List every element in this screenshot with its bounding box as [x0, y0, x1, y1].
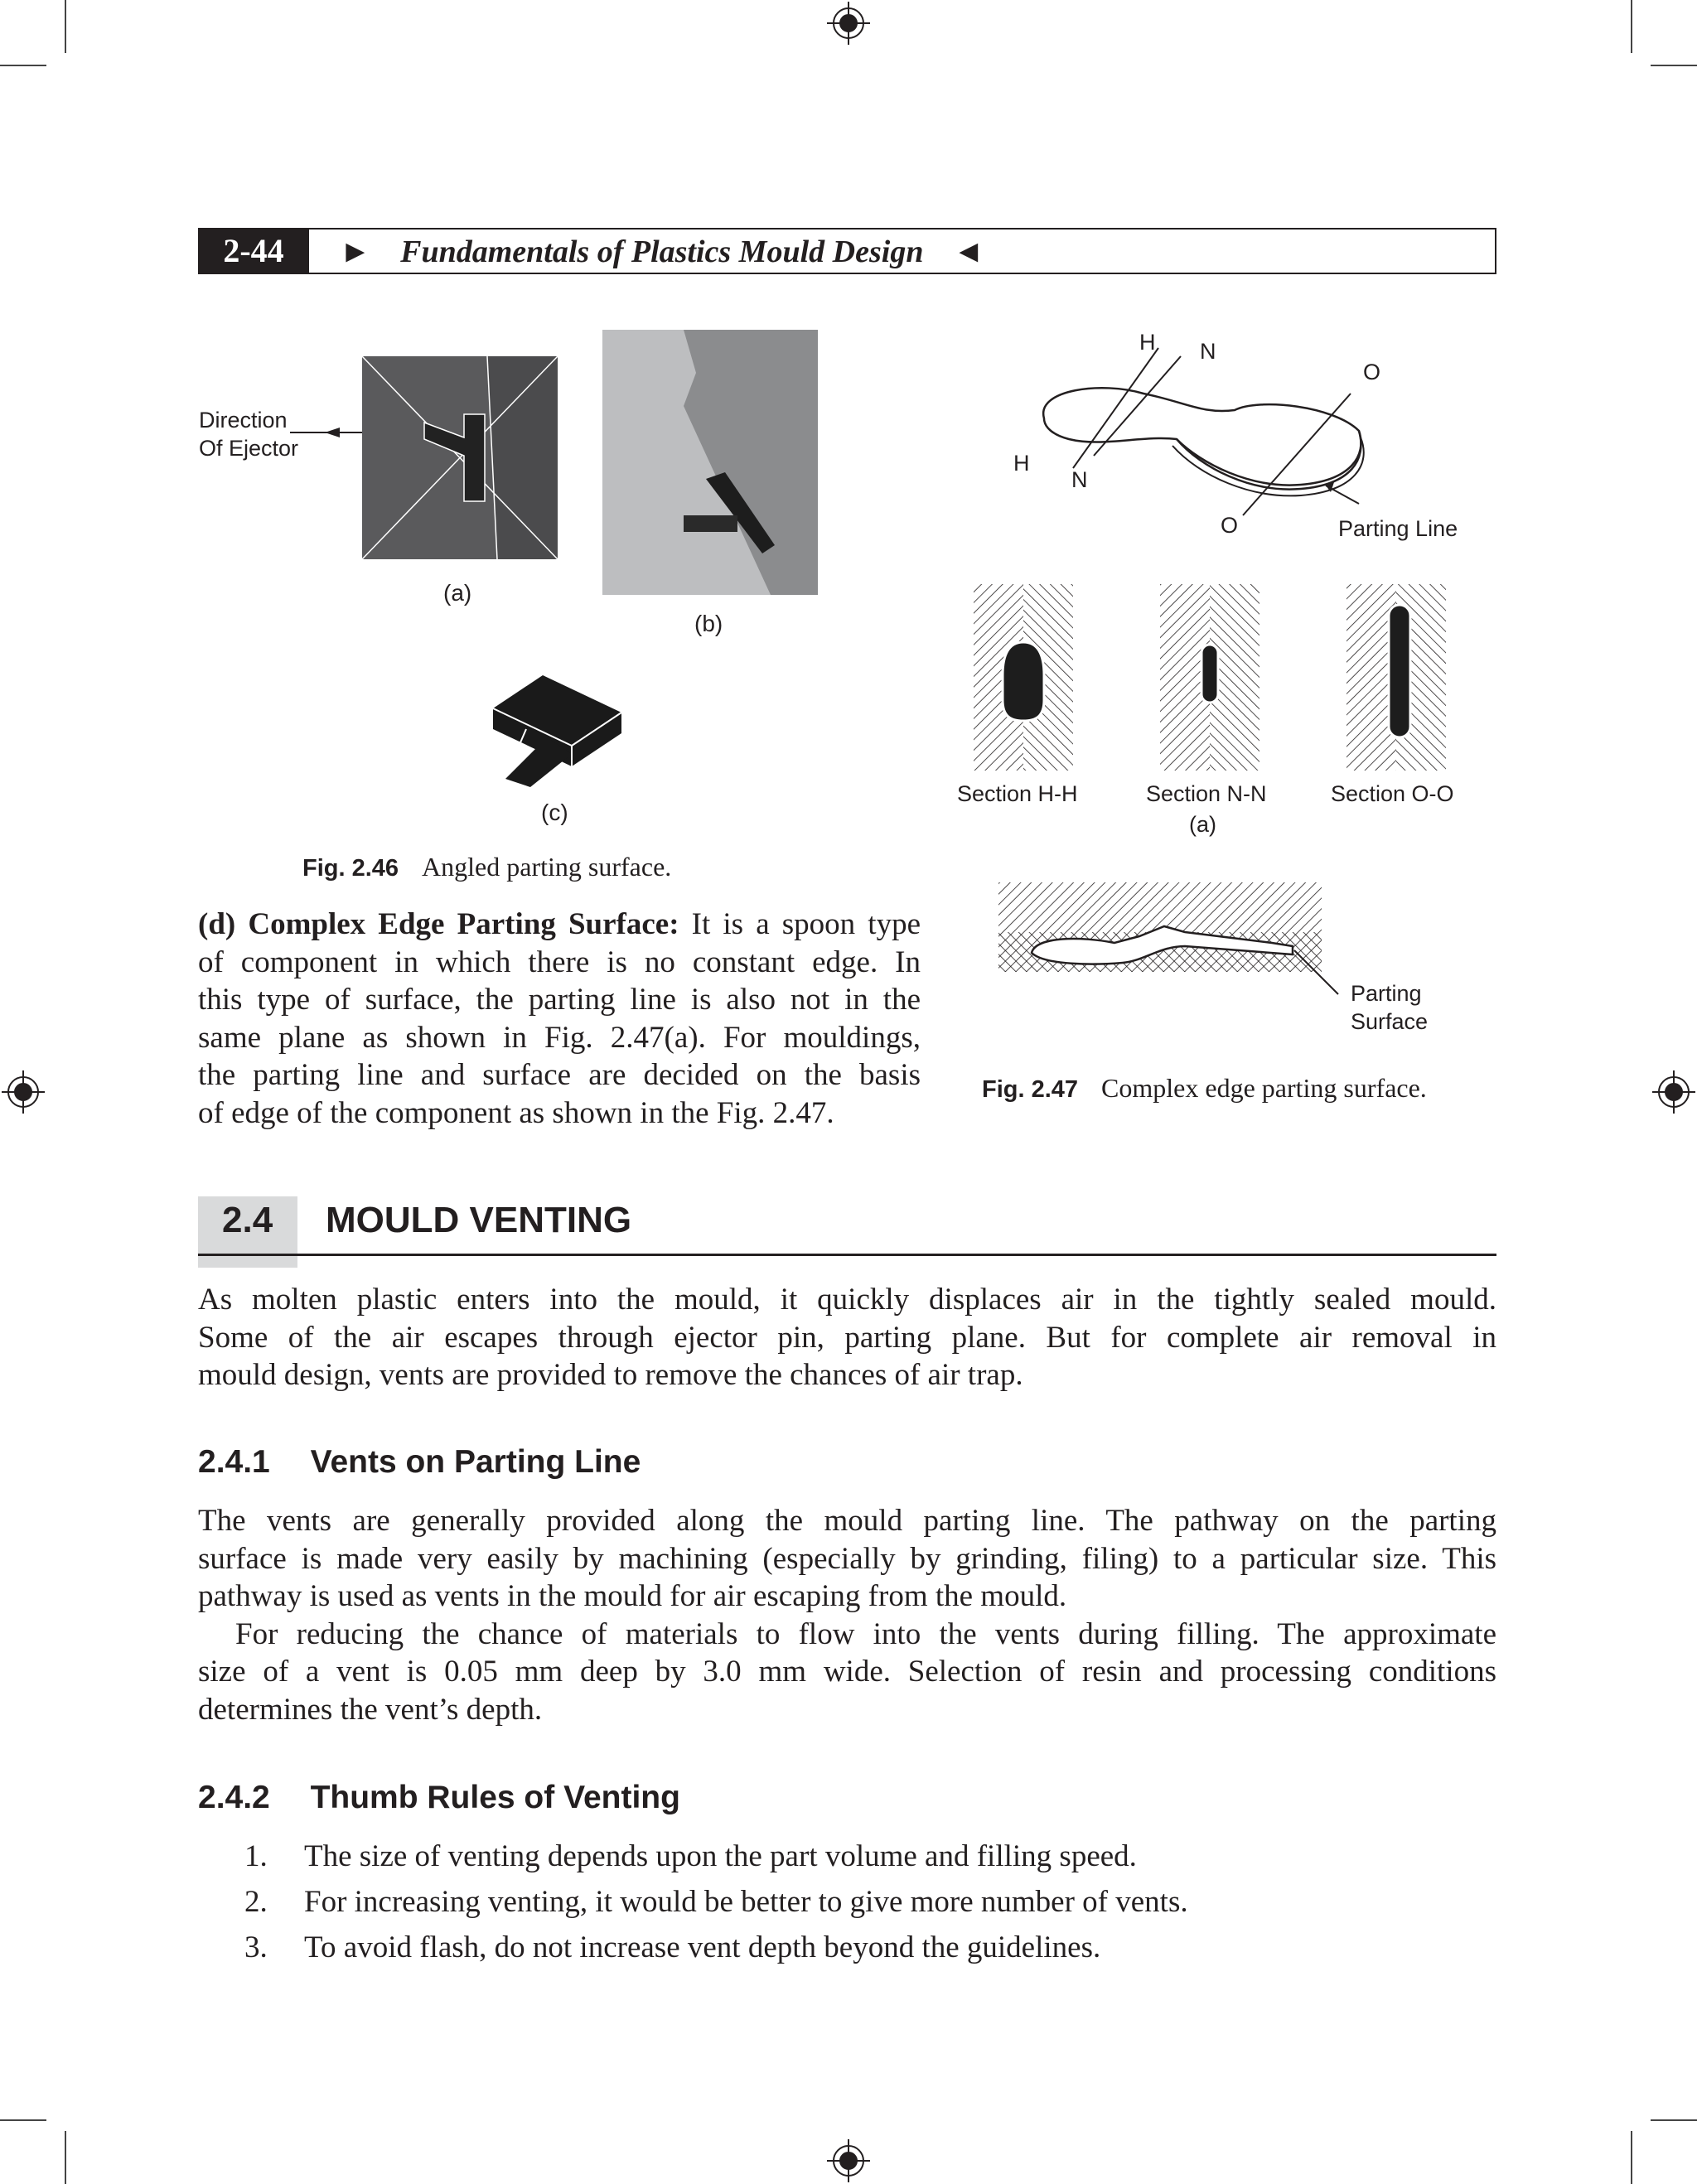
letter-n-top: N — [1200, 339, 1216, 364]
letter-h-top: H — [1139, 330, 1156, 355]
paragraph-line: Some of the air escapes through ejector pin, parting plane. But for complete air removal in — [198, 1320, 1496, 1355]
letter-o-bottom: O — [1221, 513, 1239, 538]
list-number: 1. — [244, 1839, 268, 1873]
list-number: 3. — [244, 1930, 268, 1964]
section-2-4-1-title: Vents on Parting Line — [310, 1444, 641, 1480]
page-number: 2-44 — [198, 228, 309, 274]
paragraph-line: the parting line and surface are decided on the basis — [198, 1058, 921, 1092]
section-2-4-1-number: 2.4.1 — [198, 1444, 270, 1480]
direction-label-line1: Direction — [199, 408, 288, 432]
section-nn-drawing — [1160, 584, 1259, 771]
triangle-left-icon: ◄ — [952, 234, 984, 269]
letter-n-bottom: N — [1071, 467, 1088, 492]
paragraph-line: It is a spoon type — [691, 907, 921, 941]
fig246-label-b: (b) — [694, 611, 723, 636]
section-2-4-2-number: 2.4.2 — [198, 1780, 270, 1815]
section-rule — [198, 1254, 1496, 1256]
list-item — [244, 1929, 1101, 1966]
section-nn-label: Section N-N — [1146, 781, 1267, 806]
paragraph-line: of component in which there is no constant edge. In — [198, 945, 921, 979]
section-2-4-title: MOULD VENTING — [326, 1200, 632, 1240]
paragraph-line: surface is made very easily by machining (especially by grinding, filing) to a particular size. This — [198, 1541, 1496, 1576]
parting-surface-drawing — [998, 882, 1322, 974]
fig246-label-c: (c) — [541, 800, 568, 825]
vents-parting-line-paragraph — [198, 1502, 1496, 1728]
fig246-label-a: (a) — [443, 580, 472, 606]
arrow-head-icon — [325, 428, 340, 437]
section-2-4-2-title: Thumb Rules of Venting — [310, 1780, 680, 1815]
list-text: The size of venting depends upon the part volume and filling speed. — [304, 1839, 1137, 1873]
complex-edge-heading: (d) Complex Edge Parting Surface: — [198, 907, 679, 941]
fig246-caption-text: Angled parting surface. — [422, 852, 672, 882]
list-text: To avoid flash, do not increase vent depth beyond the guidelines. — [304, 1930, 1101, 1964]
section-2-4-number: 2.4 — [222, 1200, 273, 1240]
fig246-caption-number: Fig. 2.46 — [302, 855, 399, 882]
letter-o-top: O — [1363, 360, 1381, 384]
triangle-right-icon: ► — [340, 234, 371, 269]
paragraph-line: same plane as shown in Fig. 2.47(a). For mouldings, — [198, 1020, 921, 1055]
list-text: For increasing venting, it would be better to give more number of vents. — [304, 1885, 1188, 1919]
fig247-caption-number: Fig. 2.47 — [982, 1076, 1079, 1103]
paragraph-line: The vents are generally provided along the mould parting line. The pathway on the parting — [198, 1504, 1496, 1538]
section-hh-drawing — [974, 584, 1073, 771]
fig246-caption — [302, 850, 671, 885]
book-title-line — [340, 231, 984, 273]
fig247-caption-text: Complex edge parting surface. — [1101, 1073, 1427, 1103]
paragraph-line: pathway is used as vents in the mould for air escaping from the mould. — [198, 1579, 1067, 1613]
paragraph-line: this type of surface, the parting line is also not in the — [198, 983, 921, 1017]
paragraph-line: For reducing the chance of materials to flow into the vents during filling. The approximate — [235, 1616, 1496, 1651]
direction-label-line2: Of Ejector — [199, 436, 299, 461]
figure-2-46 — [191, 323, 853, 903]
paragraph-line: size of a vent is 0.05 mm deep by 3.0 mm wide. Selection of resin and processing conditions — [198, 1655, 1496, 1689]
parting-surface-label-2: Surface — [1351, 1009, 1429, 1034]
section-oo-drawing — [1346, 584, 1446, 771]
parting-line-label: Parting Line — [1338, 516, 1458, 541]
list-item — [244, 1883, 1188, 1921]
fig247-caption — [982, 1071, 1427, 1106]
fig247-label-a: (a) — [1189, 812, 1216, 837]
section-2-4-1-heading — [198, 1444, 641, 1481]
complex-edge-paragraph — [198, 906, 921, 1132]
list-item — [244, 1838, 1137, 1875]
paragraph-line: of edge of the component as shown in the Fig. 2.47. — [198, 1095, 834, 1130]
paragraph-line: As molten plastic enters into the mould, it quickly displaces air in the tightly sealed mould. — [198, 1283, 1496, 1317]
section-hh-label: Section H-H — [957, 781, 1078, 806]
section-2-4-2-heading — [198, 1780, 680, 1816]
paragraph-line: determines the vent’s depth. — [198, 1692, 543, 1727]
list-number: 2. — [244, 1885, 268, 1919]
mould-venting-paragraph — [198, 1281, 1496, 1394]
figure-2-47 — [936, 323, 1500, 1061]
parting-surface-label-1: Parting — [1351, 981, 1422, 1006]
letter-h-bottom: H — [1013, 451, 1030, 476]
section-oo-label: Section O-O — [1331, 781, 1454, 806]
paragraph-line: mould design, vents are provided to remove the chances of air trap. — [198, 1358, 1023, 1392]
book-title: Fundamentals of Plastics Mould Design — [400, 234, 924, 269]
